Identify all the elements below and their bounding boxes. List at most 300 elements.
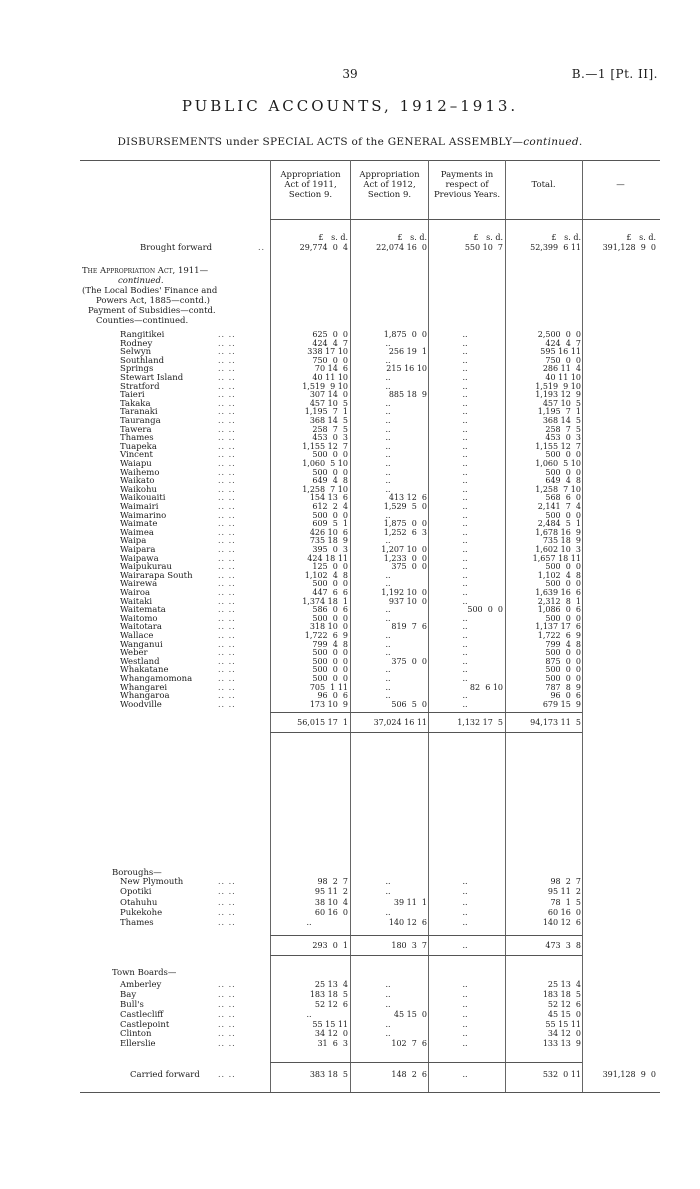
county-row-c3: .. <box>462 665 468 674</box>
county-row-c1: 586 0 6 <box>312 605 348 614</box>
leader-dots: .. .. <box>218 407 236 416</box>
leader-dots: .. .. <box>218 485 236 494</box>
units-header: £ s. d. <box>551 233 581 242</box>
county-row-c1: 424 18 11 <box>307 554 348 563</box>
leader-dots: .. .. <box>218 640 236 649</box>
county-row-c4: 500 0 0 <box>545 450 581 459</box>
county-row-c2: .. <box>385 579 391 588</box>
county-row-c3: .. <box>462 468 468 477</box>
county-row-c4: 40 11 10 <box>545 373 581 382</box>
column-rule-1 <box>270 160 271 1092</box>
county-row-c1: 500 0 0 <box>312 657 348 666</box>
column-header-act-1912: Appropriation Act of 1912, Section 9. <box>359 170 420 200</box>
leader-dots: .. .. <box>218 683 236 692</box>
county-row-c4: 500 0 0 <box>545 614 581 623</box>
county-row-c2: 819 7 6 <box>391 622 427 631</box>
county-row-c3: .. <box>462 407 468 416</box>
town-board-name: Castlecliff <box>120 1010 164 1020</box>
county-row-c1: 735 18 9 <box>309 536 348 545</box>
county-row-c2: .. <box>385 648 391 657</box>
county-row-c1: 799 4 8 <box>312 640 348 649</box>
county-row-c1: 500 0 0 <box>312 468 348 477</box>
county-row-c1: 705 1 11 <box>309 683 348 692</box>
county-row-c1: 96 0 6 <box>317 691 348 700</box>
leader-dots: .. .. <box>218 545 236 554</box>
county-row-c2: 1,529 5 0 <box>383 502 427 511</box>
leader-dots: .. .. <box>218 382 236 391</box>
county-row-c2: .. <box>385 339 391 348</box>
county-row-c1: 625 0 0 <box>312 330 348 339</box>
leader-dots: .. .. <box>218 990 236 999</box>
county-name: Taieri <box>120 390 145 400</box>
county-row-c1: 1,195 7 1 <box>304 407 348 416</box>
county-row-c4: 787 8 9 <box>545 683 581 692</box>
county-row-c3: 82 6 10 <box>469 683 503 692</box>
county-row-c1: 426 10 6 <box>309 528 348 537</box>
county-row-c4: 424 4 7 <box>545 339 581 348</box>
county-row-c3: .. <box>462 562 468 571</box>
county-row-c3: .. <box>462 536 468 545</box>
column-rule-2 <box>350 160 351 1092</box>
county-row-c3: .. <box>462 614 468 623</box>
county-name: Stewart Island <box>120 373 184 383</box>
county-row-c1: 609 5 1 <box>312 519 348 528</box>
county-row-c3: 500 0 0 <box>467 605 503 614</box>
county-name: Waimea <box>120 528 154 538</box>
county-row-c4: 649 4 8 <box>545 476 581 485</box>
leader-dots: .. .. <box>218 597 236 606</box>
county-row-c1: 368 14 5 <box>309 416 348 425</box>
county-row-c3: .. <box>462 364 468 373</box>
boroughs-subtotal-rule <box>270 935 582 936</box>
county-row-c4: 1,639 16 6 <box>535 588 581 597</box>
county-row-c1: 500 0 0 <box>312 511 348 520</box>
leader-dots: .. .. <box>218 648 236 657</box>
brought-forward-c1: 29,774 0 4 <box>299 243 348 252</box>
county-row-c4: 500 0 0 <box>545 674 581 683</box>
county-name: Vincent <box>120 450 153 460</box>
county-row-c3: .. <box>462 416 468 425</box>
leader-dots: .. .. <box>218 330 236 339</box>
borough-row-c3: .. <box>462 898 468 907</box>
page-title: PUBLIC ACCOUNTS, 1912–1913. <box>181 97 519 115</box>
town-board-row-c4: 25 13 4 <box>547 980 581 989</box>
leader-dots: .. .. <box>218 476 236 485</box>
town-board-row-c2: .. <box>385 1000 391 1009</box>
borough-row-c4: 98 2 7 <box>550 877 581 886</box>
county-name: Waikouaiti <box>120 493 166 503</box>
borough-row-c3: .. <box>462 908 468 917</box>
borough-row-c2: 140 12 6 <box>388 918 427 927</box>
town-board-name: Ellerslie <box>120 1039 156 1049</box>
carried-forward-c4: 532 0 11 <box>542 1070 581 1079</box>
county-row-c2: 1,252 6 3 <box>383 528 427 537</box>
county-row-c2: .. <box>385 416 391 425</box>
county-row-c2: .. <box>385 382 391 391</box>
leader-dots: .. .. <box>218 536 236 545</box>
section-heading-line4: Payment of Subsidies—contd. <box>88 306 216 316</box>
borough-name: Opotiki <box>120 887 152 897</box>
county-row-c2: .. <box>385 373 391 382</box>
leader-dots: .. .. <box>218 980 236 989</box>
leader-dots: .. .. <box>218 657 236 666</box>
county-row-c1: 500 0 0 <box>312 450 348 459</box>
units-header: £ s. d. <box>473 233 503 242</box>
leader-dots: .. .. <box>218 502 236 511</box>
borough-row-c2: .. <box>385 887 391 896</box>
county-row-c1: 500 0 0 <box>312 579 348 588</box>
county-row-c3: .. <box>462 399 468 408</box>
borough-name: Thames <box>120 918 154 928</box>
town-board-name: Amberley <box>120 980 162 990</box>
leader-dots: .. .. <box>218 1070 236 1079</box>
town-board-row-c4: 34 12 0 <box>547 1029 581 1038</box>
page-number: 39 <box>342 67 358 81</box>
county-row-c1: 173 10 9 <box>309 700 348 709</box>
county-row-c3: .. <box>462 657 468 666</box>
county-row-c2: 413 12 6 <box>388 493 427 502</box>
county-row-c1: 457 10 5 <box>309 399 348 408</box>
leader-dots: .. .. <box>218 605 236 614</box>
county-row-c4: 500 0 0 <box>545 511 581 520</box>
county-row-c2: .. <box>385 605 391 614</box>
county-row-c3: .. <box>462 390 468 399</box>
leader-dots: .. .. <box>218 908 236 917</box>
county-row-c3: .. <box>462 442 468 451</box>
county-row-c3: .. <box>462 485 468 494</box>
county-row-c3: .. <box>462 425 468 434</box>
county-row-c1: 1,258 7 10 <box>302 485 348 494</box>
county-name: Wallace <box>120 631 154 641</box>
county-name: Weber <box>120 648 148 658</box>
county-row-c3: .. <box>462 571 468 580</box>
county-name: Whakatane <box>120 665 169 675</box>
leader-dots: .. .. <box>218 425 236 434</box>
county-row-c3: .. <box>462 347 468 356</box>
section-heading-line2: (The Local Bodies' Finance and <box>82 286 218 296</box>
leader-dots: .. .. <box>218 399 236 408</box>
county-row-c2: 1,207 10 0 <box>381 545 427 554</box>
town-board-row-c1: 183 18 5 <box>309 990 348 999</box>
boroughs-total-c3: .. <box>462 941 468 950</box>
county-name: Waipukurau <box>120 562 172 572</box>
leader-dots: .. .. <box>218 450 236 459</box>
county-row-c2: .. <box>385 356 391 365</box>
county-row-c4: 568 6 0 <box>545 493 581 502</box>
county-row-c1: 1,722 6 9 <box>304 631 348 640</box>
county-name: Waihemo <box>120 468 160 478</box>
leader-dots: .. .. <box>218 579 236 588</box>
county-name: Waimairi <box>120 502 159 512</box>
county-row-c3: .. <box>462 545 468 554</box>
county-row-c3: .. <box>462 373 468 382</box>
county-row-c1: 1,155 12 7 <box>302 442 348 451</box>
town-board-row-c4: 45 15 0 <box>547 1010 581 1019</box>
subtitle-continued: continued. <box>523 136 583 148</box>
town-board-row-c3: .. <box>462 990 468 999</box>
leader-dots: .. .. <box>218 622 236 631</box>
borough-row-c1: .. <box>306 918 312 927</box>
county-name: Tuapeka <box>120 442 157 452</box>
county-name: Waipara <box>120 545 156 555</box>
town-board-name: Bay <box>120 990 137 1000</box>
county-row-c2: .. <box>385 433 391 442</box>
borough-name: Otahuhu <box>120 898 158 908</box>
town-board-row-c4: 52 12 6 <box>547 1000 581 1009</box>
counties-total-c4: 94,173 11 5 <box>530 718 581 727</box>
column-header-previous-years: Payments in respect of Previous Years. <box>433 170 501 200</box>
units-header: £ s. d. <box>397 233 427 242</box>
units-header: £ s. d. <box>318 233 348 242</box>
town-board-name: Castlepoint <box>120 1020 170 1030</box>
county-row-c4: 1,519 9 10 <box>535 382 581 391</box>
carried-forward-label: Carried forward <box>130 1070 200 1080</box>
county-row-c1: 500 0 0 <box>312 665 348 674</box>
units-header: £ s. d. <box>626 233 656 242</box>
borough-row-c2: .. <box>385 908 391 917</box>
county-row-c1: 453 0 3 <box>312 433 348 442</box>
town-board-row-c2: 102 7 6 <box>391 1039 427 1048</box>
county-row-c4: 1,137 17 6 <box>535 622 581 631</box>
counties-subtotal-rule <box>270 712 582 713</box>
town-board-name: Clinton <box>120 1029 152 1039</box>
county-row-c4: 1,722 6 9 <box>537 631 581 640</box>
county-name: Whangamomona <box>120 674 193 684</box>
leader-dots: .. .. <box>218 459 236 468</box>
county-name: Selwyn <box>120 347 152 357</box>
town-board-row-c1: 34 12 0 <box>314 1029 348 1038</box>
town-board-row-c1: 55 15 11 <box>312 1020 348 1029</box>
county-row-c3: .. <box>462 459 468 468</box>
county-row-c1: 500 0 0 <box>312 674 348 683</box>
leader-dots: .. .. <box>218 571 236 580</box>
county-row-c4: 1,193 12 9 <box>535 390 581 399</box>
town-board-row-c2: 45 15 0 <box>393 1010 427 1019</box>
carried-forward-c2: 148 2 6 <box>391 1070 427 1079</box>
town-boards-heading: Town Boards— <box>112 968 177 978</box>
town-board-row-c3: .. <box>462 1020 468 1029</box>
county-row-c1: 70 14 6 <box>314 364 348 373</box>
leader-dots: .. .. <box>218 468 236 477</box>
borough-row-c4: 78 1 5 <box>550 898 581 907</box>
county-name: Waitemata <box>120 605 166 615</box>
county-row-c1: 1,060 5 10 <box>302 459 348 468</box>
county-row-c4: 2,484 5 1 <box>537 519 581 528</box>
county-row-c1: 1,519 9 10 <box>302 382 348 391</box>
brought-forward-c4: 52,399 6 11 <box>530 243 581 252</box>
county-row-c2: 1,875 0 0 <box>383 519 427 528</box>
leader-dots: .. .. <box>218 877 236 886</box>
county-row-c2: .. <box>385 459 391 468</box>
leader-dots: .. .. <box>218 493 236 502</box>
county-row-c3: .. <box>462 511 468 520</box>
county-row-c1: 750 0 0 <box>312 356 348 365</box>
county-row-c1: 1,374 18 1 <box>302 597 348 606</box>
county-row-c3: .. <box>462 588 468 597</box>
town-board-row-c3: .. <box>462 1000 468 1009</box>
county-row-c2: 506 5 0 <box>391 700 427 709</box>
boroughs-total-c4: 473 3 8 <box>545 941 581 950</box>
table-bottom-rule <box>80 1092 660 1093</box>
county-row-c2: 937 10 0 <box>388 597 427 606</box>
borough-row-c1: 95 11 2 <box>314 887 348 896</box>
county-name: Waimate <box>120 519 158 529</box>
borough-row-c3: .. <box>462 918 468 927</box>
borough-name: Pukekohe <box>120 908 163 918</box>
county-row-c2: .. <box>385 485 391 494</box>
county-row-c2: 1,875 0 0 <box>383 330 427 339</box>
page-subtitle <box>0 136 700 148</box>
county-row-c2: 885 18 9 <box>388 390 427 399</box>
leader-dots: .. .. <box>218 364 236 373</box>
county-row-c3: .. <box>462 648 468 657</box>
leader-dots: .. .. <box>218 433 236 442</box>
leader-dots: .. .. <box>218 887 236 896</box>
town-board-row-c2: .. <box>385 1020 391 1029</box>
county-name: Waipa <box>120 536 147 546</box>
county-row-c4: 1,258 7 10 <box>535 485 581 494</box>
county-row-c1: 447 6 6 <box>312 588 348 597</box>
leader-dots: .. .. <box>218 562 236 571</box>
county-row-c3: .. <box>462 450 468 459</box>
county-row-c4: 2,500 0 0 <box>537 330 581 339</box>
leader-dots: .. .. <box>218 519 236 528</box>
county-row-c1: 649 4 8 <box>312 476 348 485</box>
county-row-c1: 612 2 4 <box>312 502 348 511</box>
town-board-row-c3: .. <box>462 1029 468 1038</box>
leader-dots: .. .. <box>218 347 236 356</box>
leader-dots: .. .. <box>218 674 236 683</box>
county-row-c3: .. <box>462 330 468 339</box>
section-heading-act: The Appropriation Act, 1911— <box>82 266 209 276</box>
borough-row-c1: 60 16 0 <box>314 908 348 917</box>
county-name: Waitomo <box>120 614 158 624</box>
leader-dots: .. .. <box>218 691 236 700</box>
county-row-c4: 735 18 9 <box>542 536 581 545</box>
county-row-c4: 368 14 5 <box>542 416 581 425</box>
leader-dots: .. .. <box>218 631 236 640</box>
county-name: Waiapu <box>120 459 152 469</box>
county-row-c2: .. <box>385 407 391 416</box>
county-row-c1: 154 13 6 <box>309 493 348 502</box>
county-row-c3: .. <box>462 700 468 709</box>
county-name: Tawera <box>120 425 152 435</box>
borough-row-c1: 38 10 4 <box>314 898 348 907</box>
county-name: Whangarei <box>120 683 168 693</box>
county-name: Wairewa <box>120 579 158 589</box>
town-board-row-c2: .. <box>385 1029 391 1038</box>
leader-dots: .. .. <box>218 511 236 520</box>
county-row-c2: .. <box>385 511 391 520</box>
leader-dots: .. .. <box>218 665 236 674</box>
county-row-c3: .. <box>462 631 468 640</box>
county-row-c4: 1,086 0 6 <box>537 605 581 614</box>
leader-dots: .. .. <box>218 416 236 425</box>
leader-dots: .. .. <box>218 898 236 907</box>
counties-total-c1: 56,015 17 1 <box>297 718 348 727</box>
borough-name: New Plymouth <box>120 877 184 887</box>
borough-row-c4: 140 12 6 <box>542 918 581 927</box>
county-row-c2: .. <box>385 571 391 580</box>
column-header-total: Total. <box>531 180 556 190</box>
county-name: Woodville <box>120 700 162 710</box>
column-rule-5 <box>582 160 583 1092</box>
column-rule-3 <box>428 160 429 1092</box>
borough-row-c4: 60 16 0 <box>547 908 581 917</box>
town-board-row-c3: .. <box>462 1039 468 1048</box>
town-board-row-c2: .. <box>385 980 391 989</box>
borough-row-c4: 95 11 2 <box>547 887 581 896</box>
county-row-c1: 500 0 0 <box>312 648 348 657</box>
borough-row-c3: .. <box>462 877 468 886</box>
borough-row-c2: 39 11 1 <box>393 898 427 907</box>
county-row-c4: 595 16 11 <box>540 347 581 356</box>
county-row-c1: 424 4 7 <box>312 339 348 348</box>
town-board-row-c1: 31 6 3 <box>317 1039 348 1048</box>
town-board-row-c3: .. <box>462 980 468 989</box>
county-row-c2: .. <box>385 425 391 434</box>
leader-dots: .. .. <box>218 588 236 597</box>
county-row-c2: .. <box>385 631 391 640</box>
boroughs-total-c1: 293 0 1 <box>312 941 348 950</box>
counties-total-c2: 37,024 16 11 <box>373 718 427 727</box>
county-row-c3: .. <box>462 597 468 606</box>
county-row-c2: 1,233 0 0 <box>383 554 427 563</box>
leader-dots: .. .. <box>218 554 236 563</box>
town-board-row-c4: 133 13 9 <box>542 1039 581 1048</box>
town-boards-rule <box>270 1062 582 1063</box>
leader-dots: .. .. <box>218 700 236 709</box>
section-heading-continued: continued. <box>118 276 164 286</box>
county-row-c4: 1,060 5 10 <box>535 459 581 468</box>
county-row-c3: .. <box>462 691 468 700</box>
carried-forward-c5: 391,128 9 0 <box>602 1070 656 1079</box>
county-row-c1: 1,102 4 8 <box>304 571 348 580</box>
county-name: Springs <box>120 364 154 374</box>
county-row-c3: .. <box>462 433 468 442</box>
leader-dots: .. .. <box>218 1000 236 1009</box>
county-row-c4: 2,141 7 4 <box>537 502 581 511</box>
county-name: Waitotara <box>120 622 162 632</box>
town-board-row-c2: .. <box>385 990 391 999</box>
county-row-c4: 96 0 6 <box>550 691 581 700</box>
carried-forward-c1: 383 18 5 <box>309 1070 348 1079</box>
borough-row-c1: 98 2 7 <box>317 877 348 886</box>
county-row-c1: 318 10 0 <box>309 622 348 631</box>
county-row-c3: .. <box>462 622 468 631</box>
county-name: Southland <box>120 356 165 366</box>
county-row-c1: 258 7 5 <box>312 425 348 434</box>
county-row-c2: .. <box>385 683 391 692</box>
county-row-c1: 395 0 3 <box>312 545 348 554</box>
county-name: Whangaroa <box>120 691 170 701</box>
leader-dots: .. .. <box>218 1020 236 1029</box>
county-row-c3: .. <box>462 502 468 511</box>
leader-dots: .. .. <box>218 356 236 365</box>
leader-dots: .. .. <box>218 1029 236 1038</box>
counties-total-c3: 1,132 17 5 <box>457 718 503 727</box>
county-row-c3: .. <box>462 640 468 649</box>
county-row-c1: 500 0 0 <box>312 614 348 623</box>
county-name: Rangitikei <box>120 330 165 340</box>
county-row-c3: .. <box>462 493 468 502</box>
county-name: Wanganui <box>120 640 163 650</box>
town-board-name: Bull's <box>120 1000 144 1010</box>
leader-dots: .. .. <box>218 528 236 537</box>
county-name: Thames <box>120 433 154 443</box>
table-top-rule <box>80 160 660 161</box>
leader-dots: .. .. <box>218 918 236 927</box>
